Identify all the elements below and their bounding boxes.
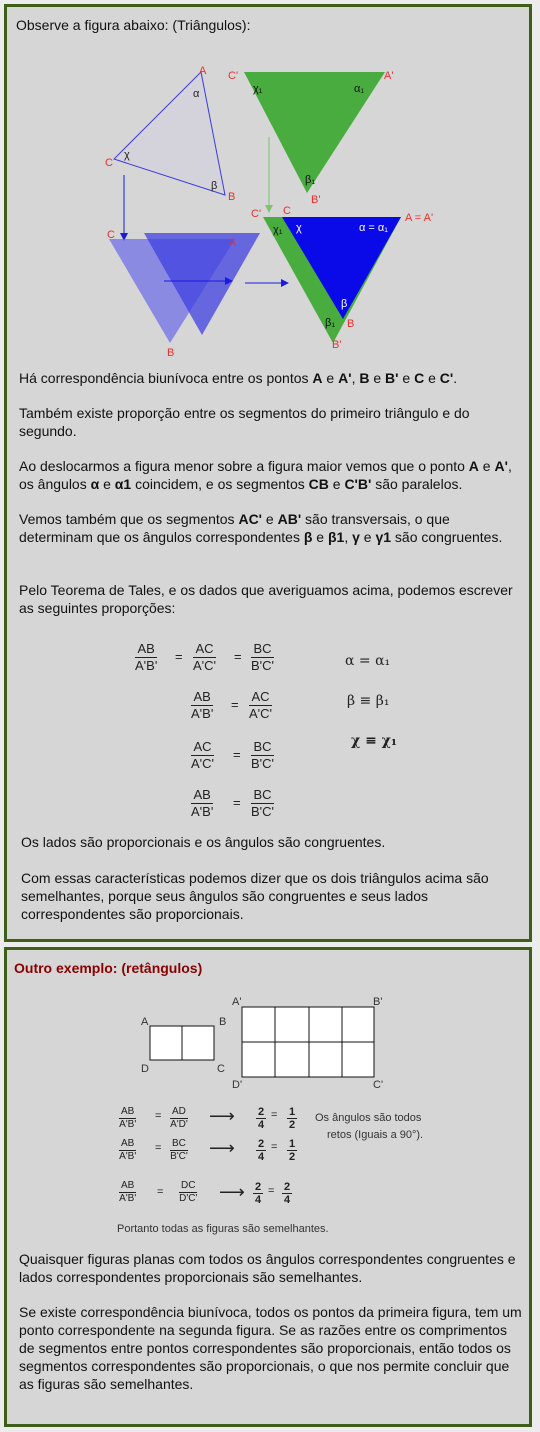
paragraph-displacement: Ao deslocarmos a figura menor sobre a figura maior vemos que o ponto A e A', os ângulos α e α1 coincidem, e os segmentos CB e C'B' são paralelos. [19, 458, 512, 492]
eq-sign: = [233, 747, 241, 762]
frac-AD-ApDp: $\frac{AD}{A'D'}$ [170, 1106, 188, 1130]
label-A-eq: A = A' [405, 212, 434, 224]
frac-BC-BpCp: $\frac{BC}{B'C'}$ [251, 641, 275, 673]
paragraph-transversal: Vemos também que os segmentos AC' e AB' são transversais, o que determinam que os ângulos correspondentes β e β1, γ e γ1 são congruentes. [19, 511, 503, 545]
arrow-icon: ⟶ [209, 1138, 235, 1158]
angle-alpha-eq: α = α₁ [345, 653, 391, 669]
rect-label-A-prime: A' [232, 996, 242, 1008]
label-C-2: C [283, 205, 291, 217]
label-B-prime-2: B' [332, 339, 342, 351]
frac-BC-BpCp: $\frac{BC}{B'C'}$ [251, 739, 275, 771]
frac-1-2: $\frac{1}{2}$ [289, 1138, 296, 1163]
label-B-3: B [347, 318, 355, 330]
paragraph-correspondence: Há correspondência biunívoca entre os pontos A e A', B e B' e C e C'. [19, 370, 458, 386]
label-A-prime: A' [384, 70, 394, 82]
frac-AB-ApBp: $\frac{AB}{A'B'}$ [135, 641, 158, 673]
label-beta-2: β [341, 298, 348, 310]
rect-label-B: B [219, 1016, 227, 1028]
label-chi-2: χ [296, 222, 302, 234]
label-chi1-2: χ₁ [273, 224, 283, 236]
paragraph-sides-angles: Os lados são proporcionais e os ângulos são congruentes. [21, 834, 386, 850]
paragraph-similar-def: Quaisquer figuras planas com todos os ângulos correspondentes congruentes e lados correspondentes proporcionais são semelhantes. [19, 1251, 516, 1285]
angles-note-line2: retos (Iguais a 90°). [327, 1129, 424, 1141]
eq-sign: = [268, 1185, 275, 1197]
label-beta1: β₁ [305, 174, 316, 186]
frac-AC-ApCp: $\frac{AC}{A'C'}$ [191, 739, 215, 771]
arrow-icon: ⟶ [209, 1106, 235, 1126]
frac-2-4: $\frac{2}{4}$ [284, 1181, 291, 1206]
eq-sign: = [155, 1110, 162, 1122]
label-C-prime: C' [228, 70, 239, 82]
frac-AB-ApBp: $\frac{AB}{A'B'}$ [191, 787, 214, 819]
paragraph-thales: Pelo Teorema de Tales, e os dados que averiguamos acima, podemos escrever as seguintes proporções: [19, 582, 513, 616]
label-C-prime-2: C' [251, 208, 262, 220]
eq-sign: = [157, 1186, 164, 1198]
label-beta1-2: β₁ [325, 317, 336, 329]
paragraph-conclusion: Com essas características podemos dizer que os dois triângulos acima são semelhantes, porque seus ângulos são congruentes e seus lados correspondentes são proporcionais. [21, 870, 489, 922]
rect-label-D: D [141, 1063, 149, 1075]
label-B-4: B [167, 347, 175, 359]
frac-AB-ApBp: $\frac{AB}{A'B'}$ [119, 1138, 137, 1162]
label-A: A [199, 65, 207, 77]
eq-sign: = [234, 649, 242, 664]
eq-sign: = [231, 697, 239, 712]
label-B-prime: B' [311, 194, 321, 206]
frac-2-4: $\frac{2}{4}$ [258, 1138, 265, 1163]
triangles-figure [7, 57, 535, 402]
arrow-icon: ⟶ [219, 1182, 245, 1202]
rect-label-C-prime: C' [373, 1079, 384, 1091]
angle-chi-eq: χ ≡ χ₁ [351, 733, 398, 749]
label-C-3: C [107, 229, 115, 241]
frac-BC-BpCp: $\frac{BC}{B'C'}$ [170, 1138, 188, 1162]
label-chi: χ [124, 149, 130, 161]
label-C: C [105, 157, 113, 169]
eq-sign: = [155, 1142, 162, 1154]
frac-AB-ApBp: $\frac{AB}{A'B'}$ [191, 689, 214, 721]
frac-AB-ApBp: $\frac{AB}{A'B'}$ [119, 1106, 137, 1130]
label-B: B [228, 191, 236, 203]
label-A-3: A [229, 237, 237, 249]
frac-2-4: $\frac{2}{4}$ [258, 1106, 265, 1131]
frac-2-4: $\frac{2}{4}$ [255, 1181, 262, 1206]
frac-AB-ApBp: $\frac{AB}{A'B'}$ [119, 1180, 137, 1204]
frac-AC-ApCp: $\frac{AC}{A'C'}$ [249, 689, 273, 721]
label-alpha1: α₁ [354, 83, 365, 95]
eq-sign: = [175, 649, 183, 664]
label-alpha: α [193, 88, 200, 100]
angle-beta-eq: β ≡ β₁ [347, 693, 390, 709]
rect-label-D-prime: D' [232, 1079, 243, 1091]
section-heading: Outro exemplo: (retângulos) [14, 960, 203, 976]
frac-DC-DpCp: $\frac{DC}{D'C'}$ [179, 1180, 198, 1204]
label-alpha-eq: α = α₁ [359, 222, 388, 234]
eq-sign: = [271, 1109, 278, 1121]
label-chi1: χ₁ [253, 83, 263, 95]
eq-sign: = [233, 795, 241, 810]
frac-AC-ApCp: $\frac{AC}{A'C'}$ [193, 641, 217, 673]
angles-note-line1: Os ângulos são todos [315, 1112, 422, 1124]
paragraph-proportion: Também existe proporção entre os segmentos do primeiro triângulo e do segundo. [19, 405, 470, 439]
label-beta: β [211, 180, 218, 192]
paragraph-bijective: Se existe correspondência biunívoca, todos os pontos da primeira figura, tem um ponto correspondente na segunda figura. Se as razões entre os comprimentos de segmentos entre pontos correspondentes são proporcionais, então todos os segmentos correspondentes são proporcionais, o que nos permite concluir que as figuras são semelhantes. [19, 1304, 522, 1392]
frac-1-2: $\frac{1}{2}$ [289, 1106, 296, 1131]
eq-sign: = [271, 1141, 278, 1153]
intro-text: Observe a figura abaixo: (Triângulos): [16, 17, 251, 33]
all-similar-note: Portanto todas as figuras são semelhantes. [117, 1223, 329, 1235]
rectangles-panel [4, 947, 532, 1427]
triangles-panel [4, 4, 532, 942]
rect-label-A: A [141, 1016, 149, 1028]
rect-label-C: C [217, 1063, 225, 1075]
frac-BC-BpCp: $\frac{BC}{B'C'}$ [251, 787, 275, 819]
rect-label-B-prime: B' [373, 996, 383, 1008]
